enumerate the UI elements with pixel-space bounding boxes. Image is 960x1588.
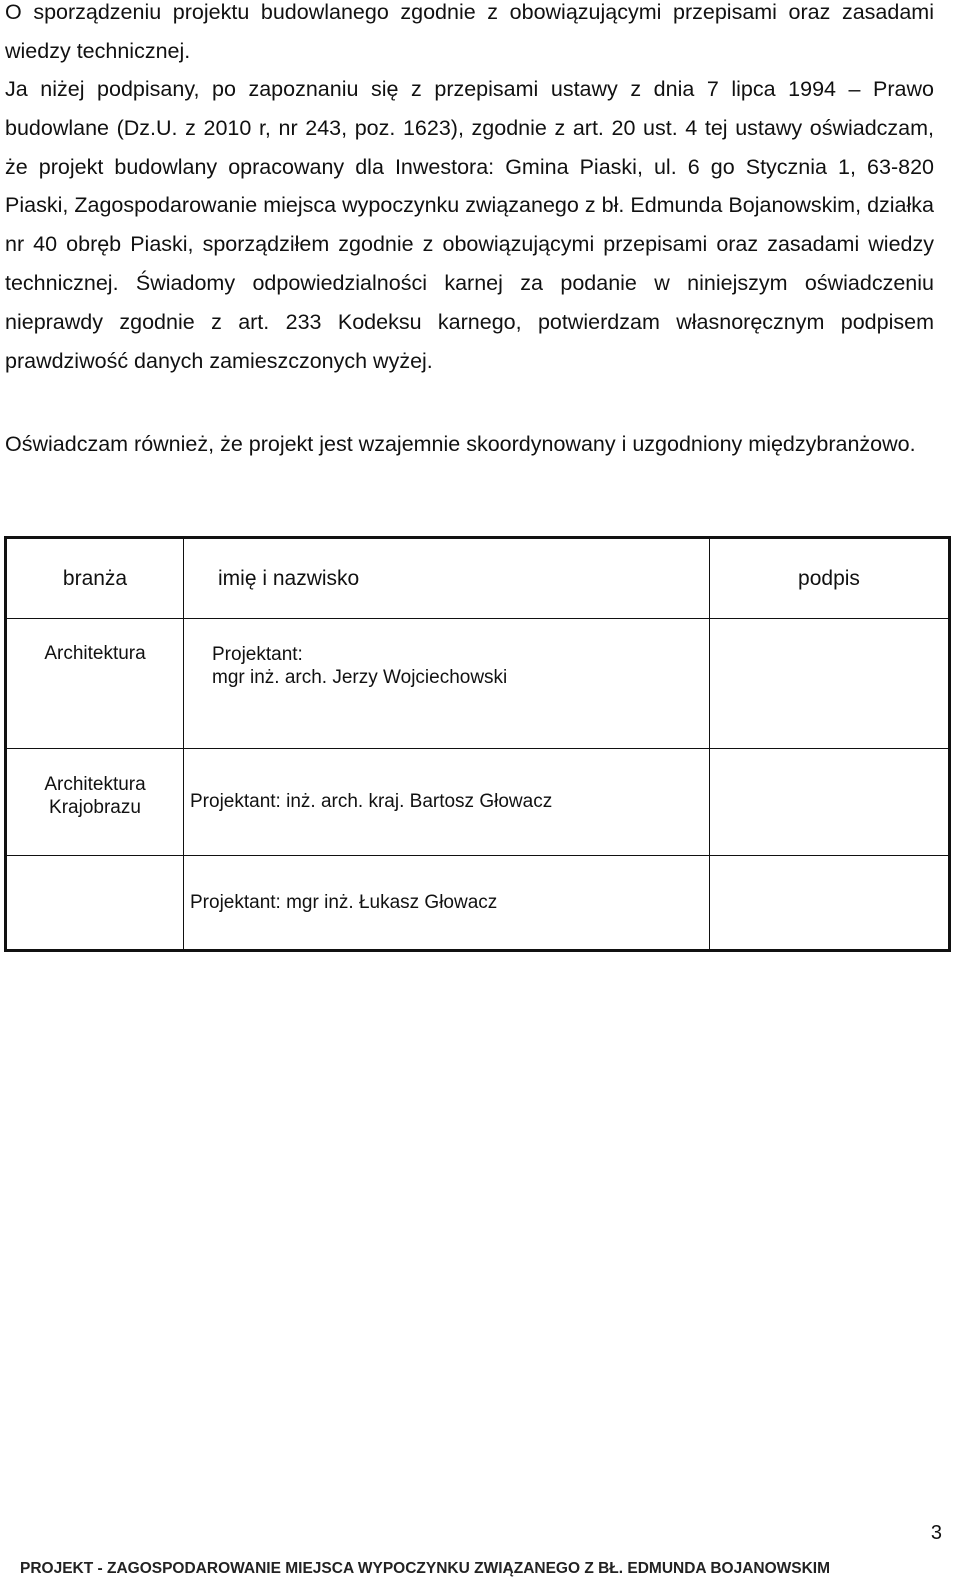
header-name: imię i nazwisko: [184, 538, 710, 619]
cell-signature: [710, 856, 950, 951]
branza-label: Architektura: [44, 643, 146, 664]
paragraph-intro: O sporządzeniu projektu budowlanego zgodnie z obowiązującymi przepisami oraz zasadami wiedzy technicznej.: [5, 0, 934, 63]
paragraph-declaration: Ja niżej podpisany, po zapoznaniu się z przepisami ustawy z dnia 7 lipca 1994 – Prawo budowlane (Dz.U. z 2010 r, nr 243, poz. 1623), zgodnie z art. 20 ust. 4 tej ustawy oświadczam, że projekt budowlany opracowany dla Inwestora: Gmina Piaski, ul. 6 go Stycznia 1, 63-820 Piaski, Zagospodarowanie miejsca wypoczynku związanego z bł. Edmunda Bojanowskim, działka nr 40 obręb Piaski, sporządziłem zgodnie z obowiązującymi przepisami oraz zasadami wiedzy technicznej. Świadomy odpowiedzialności karnej za podanie w niniejszym oświadczeniu nieprawdy zgodnie z art. 233 Kodeksu karnego, potwierdzam własnoręcznym podpisem prawdziwość danych zamieszczonych wyżej.: [5, 77, 934, 373]
paragraph-coordination: Oświadczam również, że projekt jest wzajemnie skoordynowany i uzgodniony międzybranżowo.: [5, 432, 916, 456]
cell-name: [184, 749, 710, 856]
cell-branza: [6, 619, 184, 749]
branza-line: Krajobrazu: [49, 797, 141, 818]
header-branza: branża: [6, 538, 184, 619]
name-line: Projektant: inż. arch. kraj. Bartosz Głowacz: [190, 791, 553, 812]
page-number: 3: [930, 1522, 942, 1544]
cell-name: [184, 619, 710, 749]
signature-table: [4, 536, 951, 952]
page-footer: PROJEKT - ZAGOSPODAROWANIE MIEJSCA WYPOCZYNKU ZWIĄZANEGO Z BŁ. EDMUNDA BOJANOWSKIM: [20, 1560, 831, 1577]
name-line: Projektant: mgr inż. Łukasz Głowacz: [190, 891, 498, 913]
table-header-row: [6, 538, 950, 619]
cell-signature: [710, 749, 950, 856]
table-row: [6, 619, 950, 749]
name-line: mgr inż. arch. Jerzy Wojciechowski: [212, 667, 508, 688]
name-line: Projektant:: [212, 644, 303, 665]
table-row: [6, 856, 950, 951]
cell-branza: [6, 856, 184, 951]
cell-signature: [710, 619, 950, 749]
cell-branza: [6, 749, 184, 856]
table-row: [6, 749, 950, 856]
branza-line: Architektura: [44, 774, 146, 795]
header-podpis: podpis: [710, 538, 950, 619]
cell-name: [184, 856, 710, 951]
